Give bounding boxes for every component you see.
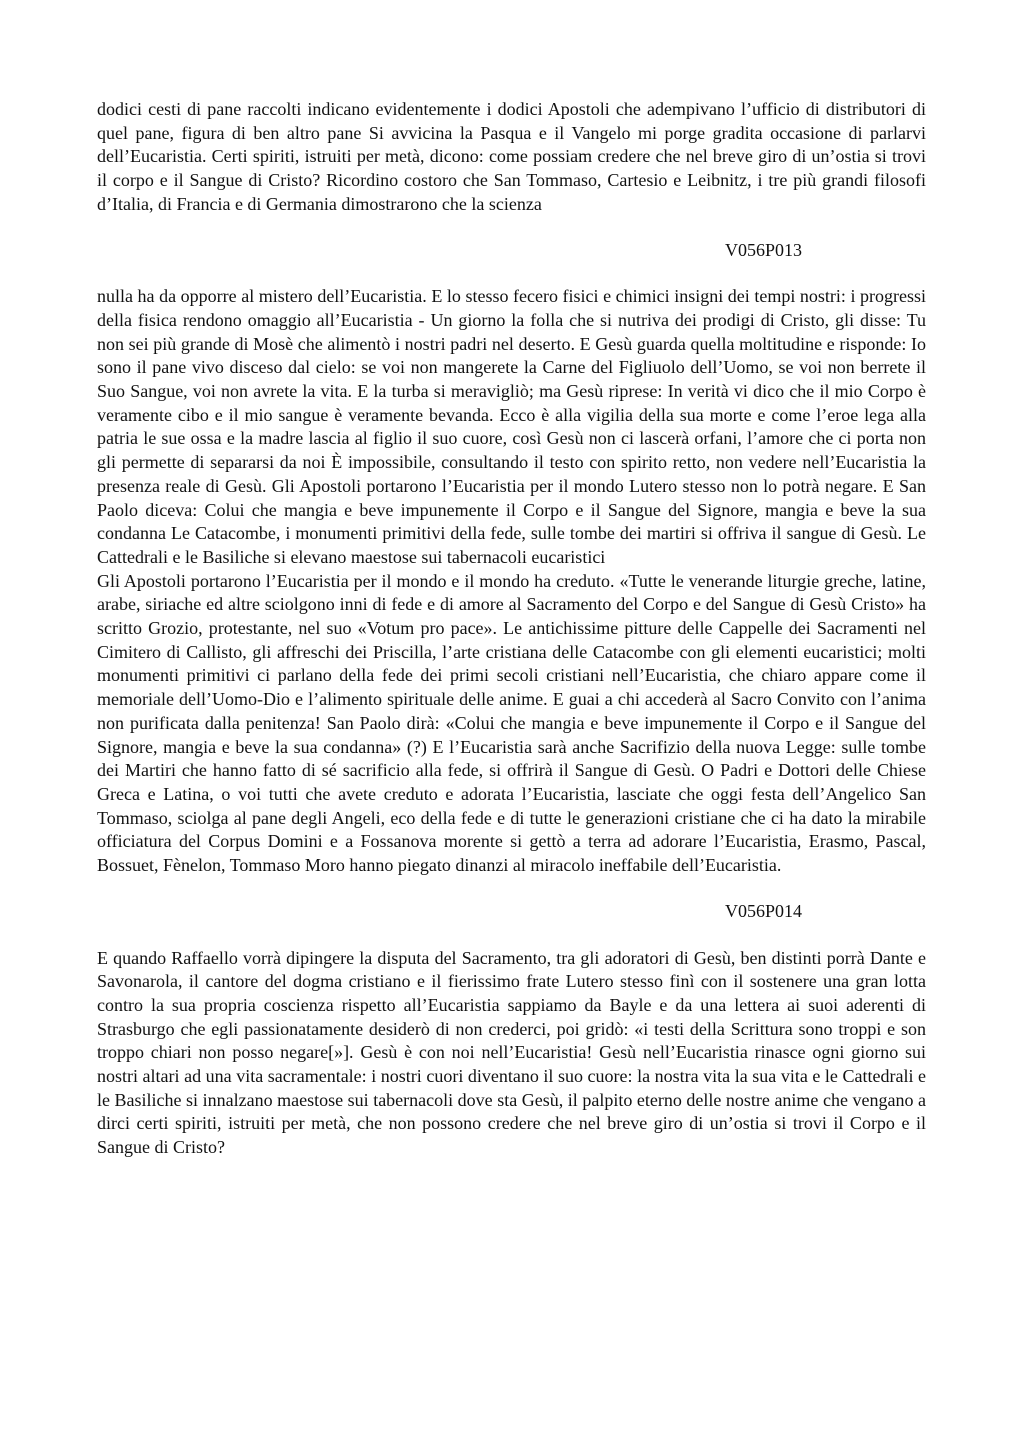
spacer: [97, 924, 926, 947]
spacer: [97, 262, 926, 285]
paragraph-eucharist-mystery: nulla ha da opporre al mistero dell’Eucaristia. E lo stesso fecero fisici e chimici insigni dei tempi nostri: i progressi della fisica rendono omaggio all’Eucaristia - Un giorno la folla che si nutriva dei prodigi di Cristo, gli disse: Tu non sei più grande di Mosè che alimentò i nostri padri nel deserto. E Gesù guarda quella moltitudine e risponde: Io sono il pane vivo disceso dal cielo: se voi non mangerete la Carne del Figliuolo dell’Uomo, se voi non berrete il Suo Sangue, voi non avrete la vita. E la turba si meravigliò; ma Gesù riprese: In verità vi dico che il mio Corpo è veramente cibo e il mio sangue è veramente bevanda. Ecco è alla vigilia della sua morte e come l’eroe lega alla patria le sue ossa e la madre lascia al figlio il suo cuore, così Gesù non ci lascerà orfani, l’amore che ci porta non gli permette di separarsi da noi È impossibile, consultando il testo con spirito retto, non vedere nell’Eucaristia la presenza reale di Gesù. Gli Apostoli portarono l’Eucaristia per il mondo Lutero stesso non lo potrà negare. E San Paolo diceva: Colui che mangia e beve impunemente il Corpo e il Sangue del Signore, mangia e beve la sua condanna Le Catacombe, i monumenti primitivi della fede, sulle tombe dei martiri si offriva il sangue di Gesù. Le Cattedrali e le Basiliche si elevano maestose sui tabernacoli eucaristici: [97, 286, 926, 567]
page-marker-v056p013: V056P013: [724, 239, 802, 260]
spacer: [97, 878, 926, 900]
document-page: [97, 98, 926, 1160]
paragraph-apostles-world: Gli Apostoli portarono l’Eucaristia per il mondo e il mondo ha creduto. «Tutte le venerande liturgie greche, latine, arabe, siriache ed altre sciolgono inni di fede e di amore al Sacramento del Corpo e del Sangue di Gesù Cristo» ha scritto Grozio, protestante, nel suo «Votum pro pace». Le antichissime pitture delle Cappelle dei Sacramenti nel Cimitero di Callisto, gli affreschi dei Priscilla, l’arte cristiana delle Catacombe con gli elementi eucaristici; molti monumenti primitivi ci parlano della fede dei primi secoli cristiani nell’Eucaristia, che chiaro appare come il memoriale dell’Uomo-Dio e l’alimento spirituale delle anime. E guai a chi accederà al Sacro Convito con l’anima non purificata dalla penitenza! San Paolo dirà: «Colui che mangia e beve impunemente il Corpo e il Sangue del Signore, mangia e beve la sua condanna» (?) E l’Eucaristia sarà anche Sacrifizio della nuova Legge: sulle tombe dei Martiri che hanno fatto di sé sacrificio alla fede, si offrirà il Sangue di Gesù. O Padri e Dottori delle Chiese Greca e Latina, o voi tutti che avete creduto e adorata l’Eucaristia, lasciate che oggi festa dell’Angelico San Tommaso, sciolga al pane degli Angeli, eco della fede e di tutte le generazioni cristiane che ci ha dato la mirabile officiatura del Corpus Domini e a Fossanova morente si gettò a terra ad adorare l’Eucaristia, Erasmo, Pascal, Bossuet, Fènelon, Tommaso Moro hanno piegato dinanzi al miracolo ineffabile dell’Eucaristia.: [97, 570, 926, 876]
spacer: [97, 217, 926, 239]
paragraph-opening: dodici cesti di pane raccolti indicano evidentemente i dodici Apostoli che adempivano l’ufficio di distributori di quel pane, figura di ben altro pane Si avvicina la Pasqua e il Vangelo mi porge gradita occasione di parlarvi dell’Eucaristia. Certi spiriti, istruiti per metà, dicono: come possiam credere che nel breve giro di un’ostia si trovi il corpo e il Sangue di Cristo? Ricordino costoro che San Tommaso, Cartesio e Leibnitz, i tre più grandi filosofi d’Italia, di Francia e di Germania dimostrarono che la scienza: [97, 99, 926, 214]
paragraph-raffaello-disputa: E quando Raffaello vorrà dipingere la disputa del Sacramento, tra gli adoratori di Gesù, ben distinti porrà Dante e Savonarola, il cantore del dogma cristiano e il fierissimo frate Lutero stesso finì con il sostenere una gran lotta contro la sua propria coscienza rispetto all’Eucaristia sappiamo da Bayle e da una lettera ai suoi aderenti di Strasburgo che egli passionatamente desiderò di non crederci, poi gridò: «i testi della Scrittura sono troppi e son troppo chiari non posso negare[»]. Gesù è con noi nell’Eucaristia! Gesù nell’Eucaristia rinasce ogni giorno sui nostri altari ad una vita sacramentale: i nostri cuori diventano il suo cuore: la nostra vita la sua vita e le Cattedrali e le Basiliche si innalzano maestose sui tabernacoli dove sta Gesù, il palpito eterno delle nostre anime che vengano a dirci certi spiriti, istruiti per metà, che non possono credere che nel breve giro di un’ostia si trovi il Corpo e il Sangue di Cristo?: [97, 947, 926, 1158]
page-marker-v056p014: V056P014: [724, 900, 802, 921]
